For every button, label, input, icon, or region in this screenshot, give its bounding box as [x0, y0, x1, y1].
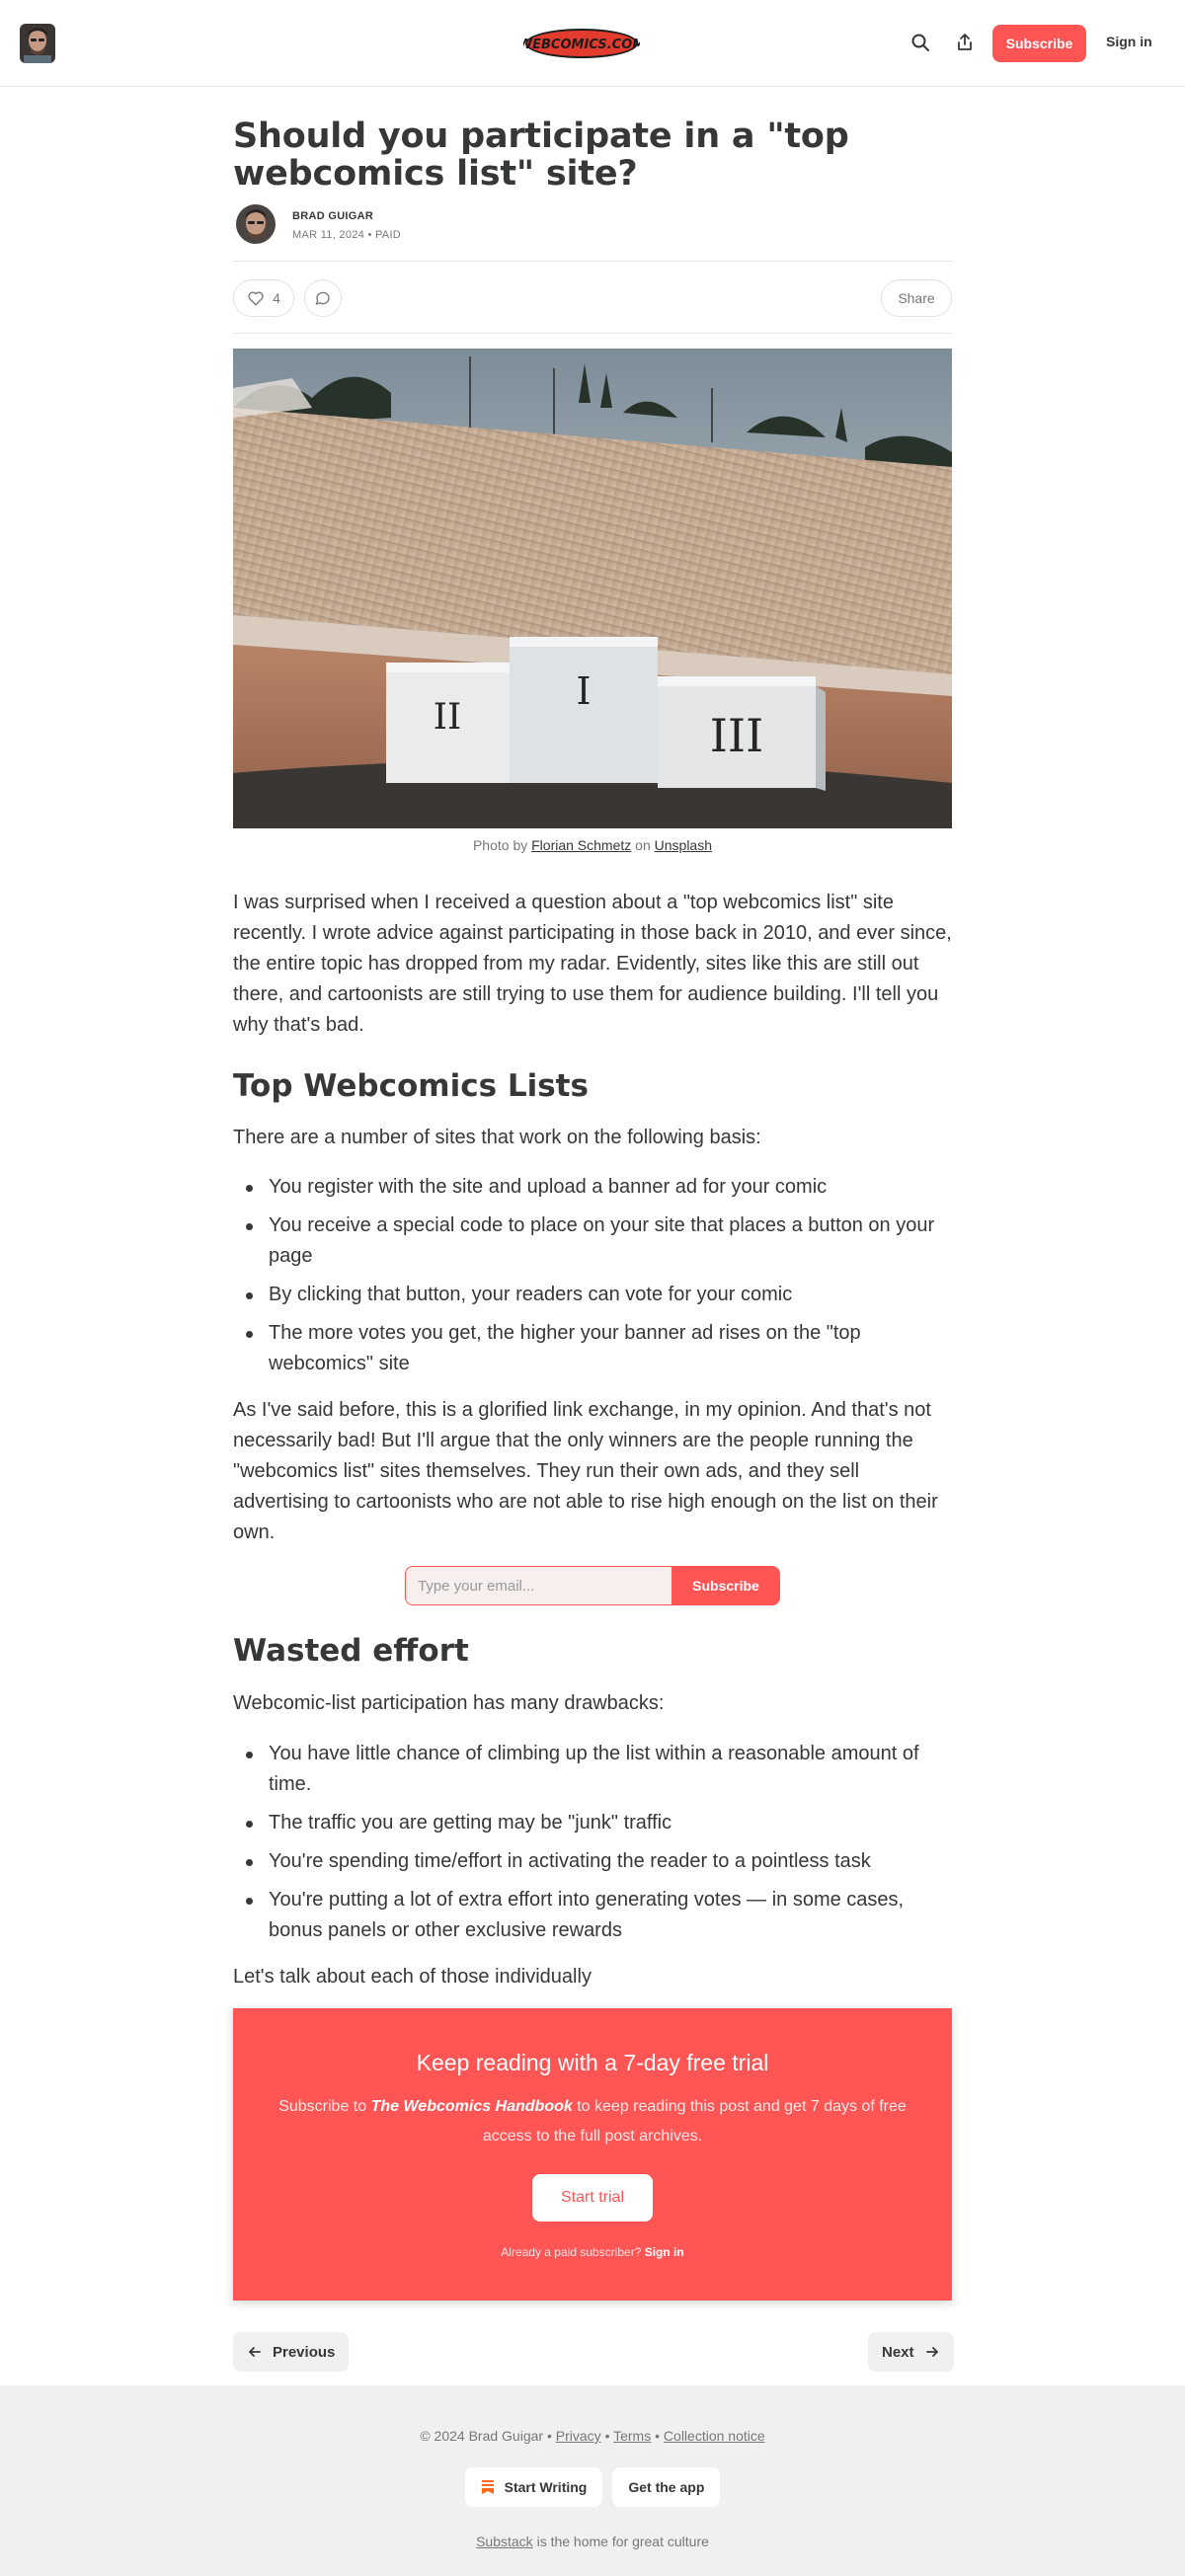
list-item: You have little chance of climbing up the list within a reasonable amount of time.: [233, 1739, 952, 1800]
post-date: MAR 11, 2024: [292, 229, 365, 241]
article-title: Should you participate in a "top webcomics list" site?: [233, 117, 849, 194]
arrow-left-icon: [247, 2344, 263, 2360]
image-caption: [233, 837, 952, 853]
section-heading-top-lists: Top Webcomics Lists: [233, 1068, 589, 1104]
section2-after: Let's talk about each of those individually: [233, 1966, 592, 1988]
next-label: Next: [882, 2343, 914, 2361]
publication-name: The Webcomics Handbook: [370, 2098, 573, 2115]
publication-logo[interactable]: [523, 26, 640, 61]
section-heading-wasted-effort: Wasted effort: [233, 1633, 469, 1669]
section1-after: As I've said before, this is a glorified link exchange, in my opinion. And that's not necessarily bad! But I'll argue that the only winners are the people running the "webcomics list" sites themselves. They run their own ads, and they sell advertising to cartoonists who are not able to rise high enough on the list on their own.: [233, 1399, 938, 1543]
publication-avatar[interactable]: [20, 24, 55, 63]
inline-subscribe-form: [405, 1566, 780, 1605]
top-navigation-bar: [0, 0, 1185, 87]
next-post-button[interactable]: [868, 2332, 954, 2372]
substack-icon: [481, 2479, 495, 2495]
footer-tagline: [0, 2534, 1185, 2549]
list-item: You're spending time/effort in activating the reader to a pointless task: [233, 1846, 952, 1877]
author-name[interactable]: BRAD GUIGAR: [292, 210, 374, 222]
paywall-description: [273, 2092, 912, 2151]
get-app-button[interactable]: Get the app: [612, 2467, 720, 2507]
caption-middle: on: [635, 837, 651, 853]
footer-separator: •: [655, 2428, 664, 2444]
photographer-link[interactable]: Florian Schmetz: [531, 837, 632, 853]
caption-prefix: Photo by: [472, 837, 528, 853]
paywall-desc-prefix: Subscribe to: [278, 2098, 367, 2115]
share-button[interactable]: Share: [881, 279, 952, 317]
section1-list: [233, 1172, 952, 1387]
sign-in-link[interactable]: Sign in: [1106, 34, 1152, 49]
footer-separator: •: [604, 2428, 614, 2444]
start-writing-label: Start Writing: [504, 2479, 588, 2495]
terms-link[interactable]: Terms: [613, 2428, 652, 2444]
search-icon[interactable]: [908, 30, 933, 55]
list-item: The more votes you get, the higher your banner ad rises on the "top webcomics" site: [233, 1318, 952, 1379]
previous-post-button[interactable]: [233, 2332, 349, 2372]
like-button[interactable]: [233, 279, 294, 317]
site-footer: [0, 2385, 1185, 2576]
inline-subscribe-button[interactable]: Subscribe: [672, 1566, 780, 1605]
paywall-title: Keep reading with a 7-day free trial: [416, 2050, 769, 2075]
heart-icon: [247, 289, 265, 307]
intro-paragraph: I was surprised when I received a question about a "top webcomics list" site recently. I wrote advice against participating in those back in 2010, and ever since, the entire topic has dropped from my radar. Evidently, sites like this are still out there, and cartoonists are still trying to use them for audience building. I'll tell you why that's bad.: [233, 892, 952, 1036]
tagline-text: is the home for great culture: [536, 2534, 709, 2549]
copyright-text: © 2024 Brad Guigar: [420, 2428, 544, 2444]
list-item: You receive a special code to place on your site that places a button on your page: [233, 1210, 952, 1272]
like-count: 4: [273, 290, 280, 306]
section2-lead: Webcomic-list participation has many drawbacks:: [233, 1692, 665, 1714]
post-meta: [292, 229, 401, 241]
paywall-desc-suffix: to keep reading this post and get 7 days of free access to the full post archives.: [482, 2098, 907, 2145]
comment-icon: [314, 289, 332, 307]
hero-image: [233, 349, 952, 828]
paywall-signin-row: [233, 2245, 952, 2259]
comment-button[interactable]: [304, 279, 342, 317]
paywall-sign-in-link[interactable]: Sign in: [644, 2245, 684, 2259]
substack-link[interactable]: Substack: [476, 2534, 533, 2549]
footer-separator: •: [546, 2428, 556, 2444]
post-actions-bar: [233, 261, 952, 334]
podium-label-first: I: [576, 669, 592, 713]
logo-text: WEBCOMICS.COM: [523, 38, 640, 52]
list-item: By clicking that button, your readers can vote for your comic: [233, 1280, 952, 1310]
privacy-link[interactable]: Privacy: [555, 2428, 601, 2444]
section1-lead: There are a number of sites that work on the following basis:: [233, 1127, 761, 1148]
footer-buttons: [0, 2467, 1185, 2507]
paywall-card: [233, 2008, 952, 2301]
start-writing-button[interactable]: [465, 2467, 603, 2507]
already-subscriber-text: Already a paid subscriber?: [501, 2245, 642, 2259]
start-trial-button[interactable]: Start trial: [532, 2174, 653, 2222]
podium-label-third: III: [709, 709, 764, 762]
unsplash-link[interactable]: Unsplash: [654, 837, 713, 853]
previous-label: Previous: [273, 2343, 336, 2361]
post-access: PAID: [374, 229, 402, 241]
author-avatar[interactable]: [236, 204, 276, 244]
section2-list: [233, 1739, 952, 1954]
list-item: You're putting a lot of extra effort into generating votes — in some cases, bonus panels or other exclusive rewards: [233, 1885, 952, 1946]
collection-notice-link[interactable]: Collection notice: [663, 2428, 765, 2444]
subscribe-button[interactable]: Subscribe: [992, 25, 1086, 62]
list-item: You register with the site and upload a banner ad for your comic: [233, 1172, 952, 1203]
podium-label-second: II: [433, 697, 462, 738]
email-input[interactable]: Type your email...: [405, 1566, 672, 1605]
list-item: The traffic you are getting may be "junk" traffic: [233, 1808, 952, 1838]
byline: [233, 202, 952, 246]
arrow-right-icon: [924, 2344, 940, 2360]
footer-legal-row: [0, 2428, 1185, 2444]
meta-separator: •: [367, 229, 375, 241]
share-icon[interactable]: [952, 30, 978, 55]
